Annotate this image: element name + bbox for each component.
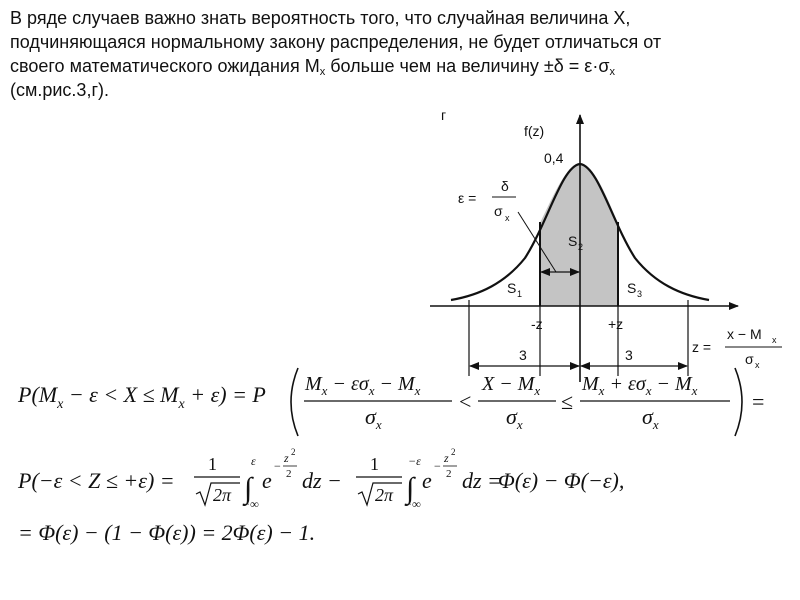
eps-den-sub: x: [505, 213, 510, 223]
f1-lhs-sub: x: [57, 397, 64, 412]
z-num-sub: x: [772, 335, 777, 345]
f2-exp-pow-a: 2: [291, 447, 296, 457]
s3-sub: 3: [637, 289, 643, 299]
f1-eq: =: [752, 389, 765, 414]
z-den-sub: x: [755, 360, 760, 370]
fz-label: f(z): [524, 123, 545, 139]
f2-exp-minus-a: −: [274, 459, 281, 473]
intro-line-3-part-b: больше чем на величину ±δ = ε·σ: [325, 56, 610, 76]
formula-1: [17, 368, 764, 436]
f2-dz-b: dz =: [462, 468, 502, 493]
f1-lhs-mid: − ε < X ≤ M: [63, 382, 179, 407]
integral-sign-a: ∫: [244, 472, 253, 505]
f2-exp-pow-b: 2: [451, 447, 456, 457]
intro-line-4: (см.рис.3,г).: [10, 80, 110, 100]
intro-line-1: В ряде случаев важно знать вероятность того, что случайная величина X,: [10, 8, 631, 28]
f1a-den: σ: [365, 404, 376, 429]
svg-text:σx: $\sigma_x$: [365, 404, 382, 432]
f2-sqrt-b-text: 2π: [375, 485, 394, 505]
formula-3: = Φ(ε) − (1 − Φ(ε)) = 2Φ(ε) − 1.: [18, 520, 316, 545]
dim-left-label: 3: [519, 347, 527, 363]
svg-text:Mx + εσx − Mx: $M_x + \varepsilon\sigma_x - M_x$: [582, 373, 698, 398]
svg-text:P(Mx − ε < X ≤ Mx + ε) = P: [17, 382, 266, 412]
eps-num: δ: [501, 178, 509, 194]
f2-dz-a: dz −: [302, 468, 342, 493]
plus-z-label: +z: [608, 316, 624, 332]
f2-exp-num-b: z: [444, 451, 449, 465]
f2-one-b: 1: [370, 454, 379, 474]
f2-int-bot-b: −∞: [404, 497, 421, 511]
f2-exp-den-a: 2: [286, 468, 292, 480]
s2-label: S: [568, 233, 578, 249]
eps-den: σ: [494, 203, 503, 219]
f1-lt: <: [459, 389, 472, 414]
f2-int-top-b: −ε: [408, 454, 421, 468]
eps-lhs: ε =: [458, 190, 477, 206]
f1-lhs-end: + ε) = P: [184, 382, 266, 407]
z-num: x − M: [727, 326, 762, 342]
s3-label: S: [627, 280, 637, 296]
f1-lhs-sub-2: x: [178, 397, 185, 412]
f2-exp-den-b: 2: [446, 468, 452, 480]
f1b-den: σ: [506, 404, 517, 429]
f1-big-paren-right: [735, 368, 742, 436]
f1-le: ≤: [561, 389, 574, 414]
z-lhs: z =: [692, 339, 712, 355]
f1c-den: σ: [642, 404, 653, 429]
f2-e-a: e: [262, 468, 272, 493]
f2-exp-minus-b: −: [434, 459, 441, 473]
f1a-num: M: [305, 373, 322, 395]
formula-2: [17, 447, 624, 511]
f1b-num: X − M: [482, 373, 535, 395]
intro-sub-x: x: [319, 66, 326, 78]
f2-lhs: P(−ε < Z ≤ +ε) =: [18, 468, 175, 493]
f2-sqrt-a-text: 2π: [213, 485, 232, 505]
f2-int-top-a: ε: [251, 454, 256, 468]
f2-int-bot-a: −∞: [242, 497, 259, 511]
svg-text:Mx − εσx − Mx: $M_x - \varepsilon\sigma_x - M_x$: [305, 373, 421, 398]
z-den: σ: [745, 351, 754, 367]
intro-line-2: подчиняющаяся нормальному закону распределения, не будет отличаться от: [10, 32, 662, 52]
shaded-area-s2: [540, 164, 618, 306]
f2-rhs: Φ(ε) − Φ(−ε),: [498, 468, 625, 493]
s1-label: S: [507, 280, 517, 296]
svg-text:σx: $\sigma_x$: [642, 404, 659, 432]
f1-lhs: P(M: [18, 382, 58, 407]
intro-sub-x-2: x: [609, 66, 615, 78]
f2-e-b: e: [422, 468, 432, 493]
intro-line-3-part-a: своего математического ожидания M: [10, 56, 320, 76]
s2-sub: 2: [578, 242, 584, 252]
corner-label: г: [441, 107, 447, 123]
f2-one-a: 1: [208, 454, 217, 474]
s1-sub: 1: [517, 289, 523, 299]
f1c-num: M: [582, 373, 599, 395]
svg-text:σx: $\sigma_x$: [506, 404, 523, 432]
svg-text:X − Mx: $X - M_x$: [482, 373, 541, 398]
integral-sign-b: ∫: [406, 472, 415, 505]
peak-label: 0,4: [544, 150, 564, 166]
f2-exp-num-a: z: [284, 451, 289, 465]
f1-big-paren-left: [291, 368, 298, 436]
dim-right-label: 3: [625, 347, 633, 363]
minus-z-label: -z: [531, 316, 543, 332]
